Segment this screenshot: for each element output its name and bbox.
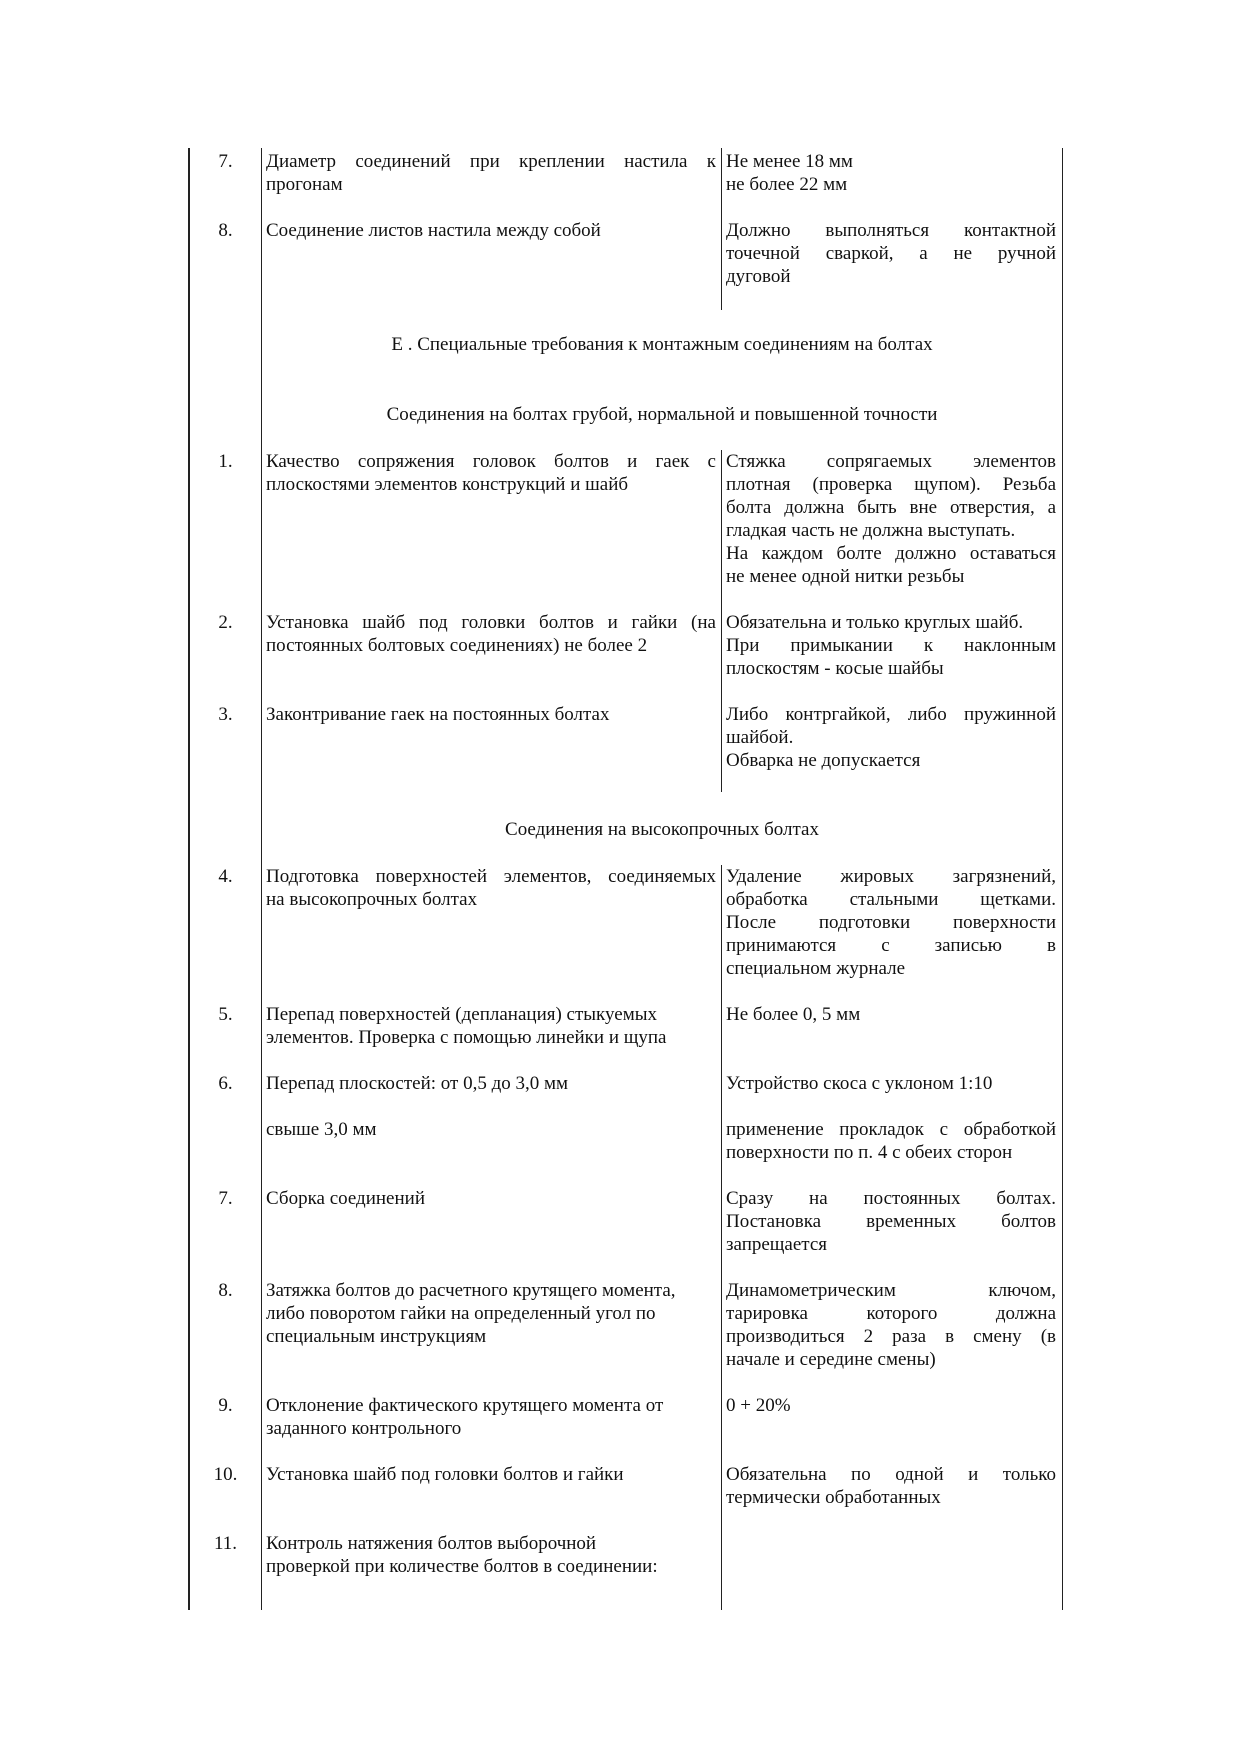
- row-requirement: Обязательна по одной и только термически обработанных: [726, 1464, 1056, 1508]
- row-requirement: 0 + 20%: [726, 1395, 791, 1416]
- row-parameter: Качество сопряжения головок болтов и гаек с плоскостями элементов конструкций и шайб: [266, 451, 716, 495]
- row-parameter: Подготовка поверхностей элементов, соединяемых на высокопрочных болтах: [266, 866, 716, 910]
- row-requirement: применение прокладок с обработкой поверхности по п. 4 с обеих сторон: [726, 1119, 1056, 1163]
- row-number: 5.: [218, 1004, 233, 1025]
- row-number: 8.: [218, 1280, 233, 1301]
- table-divider-value: [721, 450, 722, 792]
- row-number: 10.: [213, 1464, 238, 1485]
- row-requirement: Устройство скоса с уклоном 1:10: [726, 1073, 993, 1094]
- table-row: [190, 1072, 1062, 1094]
- table-divider-value: [721, 148, 722, 310]
- table-row: [190, 219, 1062, 287]
- table-row: [190, 1003, 1062, 1048]
- table-row: [190, 1187, 1062, 1255]
- row-number: 1.: [218, 451, 233, 472]
- row-number: 8.: [218, 220, 233, 241]
- table-row: [190, 1394, 1062, 1439]
- row-number: 3.: [218, 704, 233, 725]
- row-parameter: Соединение листов настила между собой: [266, 220, 601, 241]
- row-requirement: Не менее 18 мм не более 22 мм: [726, 151, 853, 195]
- row-parameter: Сборка соединений: [266, 1188, 425, 1209]
- table-row: [190, 703, 1062, 771]
- row-requirement: Динамометрическим ключом, тарировка которого должна производиться 2 раза в смену (в начале и середине смены): [726, 1280, 1056, 1370]
- subsection-heading: Соединения на высокопрочных болтах: [505, 819, 819, 840]
- row-requirement: Удаление жировых загрязнений, обработка стальными щетками. После подготовки поверхности принимаются с записью в специальном журнале: [726, 866, 1056, 979]
- subsection-heading: Соединения на болтах грубой, нормальной и повышенной точности: [386, 404, 938, 425]
- row-number: 7.: [218, 151, 233, 172]
- table-row: [190, 865, 1062, 979]
- table-row: [190, 1463, 1062, 1508]
- row-requirement: Сразу на постоянных болтах. Постановка временных болтов запрещается: [726, 1188, 1056, 1255]
- row-parameter: Перепад плоскостей: от 0,5 до 3,0 мм: [266, 1073, 569, 1094]
- table-row: [190, 1118, 1062, 1163]
- table-row: [190, 450, 1062, 587]
- section-heading: Е . Специальные требования к монтажным соединениям на болтах: [391, 334, 933, 355]
- row-parameter: Затяжка болтов до расчетного крутящего момента, либо поворотом гайки на определенный угол по специальным инструкциям: [266, 1280, 676, 1347]
- row-requirement: Не более 0, 5 мм: [726, 1004, 861, 1025]
- table-row: [190, 150, 1062, 195]
- row-parameter: Контроль натяжения болтов выборочной проверкой при количестве болтов в соединении:: [266, 1533, 658, 1577]
- table-border-right: [1062, 148, 1063, 1610]
- row-parameter: Перепад поверхностей (депланация) стыкуемых элементов. Проверка с помощью линейки и щупа: [266, 1004, 667, 1048]
- row-number: 6.: [218, 1073, 233, 1094]
- row-requirement: Либо контргайкой, либо пружинной шайбой. Обварка не допускается: [726, 704, 1056, 771]
- table-row: [190, 1279, 1062, 1370]
- table-row: [190, 1532, 1062, 1577]
- row-requirement: Обязательна и только круглых шайб. При примыкании к наклонным плоскостям - косые шайбы: [726, 612, 1056, 679]
- table-divider-value: [721, 865, 722, 1610]
- row-number: 2.: [218, 612, 233, 633]
- row-number: 9.: [218, 1395, 233, 1416]
- row-number: 11.: [213, 1533, 238, 1554]
- row-parameter: Установка шайб под головки болтов и гайки (на постоянных болтовых соединениях) не более 2: [266, 612, 716, 656]
- row-parameter: Установка шайб под головки болтов и гайки: [266, 1464, 624, 1485]
- table-divider-number: [261, 148, 262, 1610]
- row-parameter: свыше 3,0 мм: [266, 1119, 377, 1140]
- row-parameter: Отклонение фактического крутящего момента от заданного контрольного: [266, 1395, 664, 1439]
- row-requirement: Должно выполняться контактной точечной сваркой, а не ручной дуговой: [726, 220, 1056, 287]
- row-requirement: Стяжка сопрягаемых элементов плотная (проверка щупом). Резьба болта должна быть вне отверстия, а гладкая часть не должна выступать. На каждом болте должно оставаться не менее одной нитки резьбы: [726, 451, 1056, 587]
- row-parameter: Диаметр соединений при креплении настила к прогонам: [266, 151, 716, 195]
- row-number: 7.: [218, 1188, 233, 1209]
- row-number: 4.: [218, 866, 233, 887]
- table-row: [190, 611, 1062, 679]
- row-parameter: Законтривание гаек на постоянных болтах: [266, 704, 610, 725]
